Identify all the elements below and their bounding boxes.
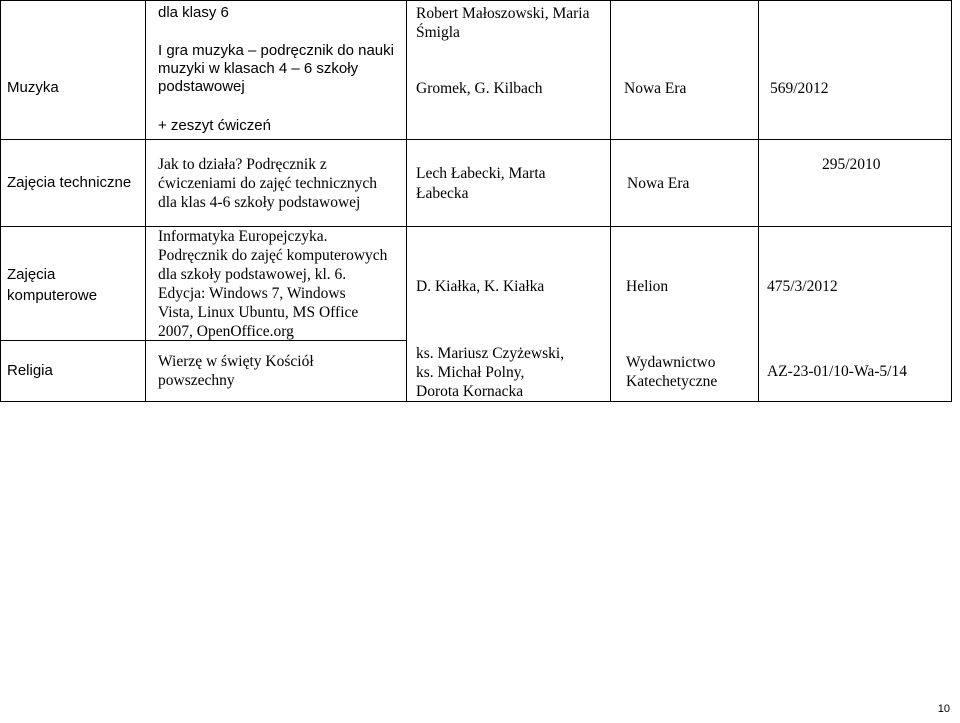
table-rule	[145, 0, 146, 402]
author-line: Lech Łabecki, Marta	[416, 165, 546, 182]
table-rule	[0, 226, 952, 227]
subject-cell: Zajęcia	[7, 266, 56, 283]
title-line: Vista, Linux Ubuntu, MS Office	[158, 304, 359, 321]
table-rule	[951, 0, 952, 402]
subject-cell: Zajęcia techniczne	[7, 174, 132, 191]
table-rule	[406, 0, 407, 402]
table-rule	[0, 0, 1, 402]
author-line: ks. Michał Polny,	[416, 364, 525, 381]
author-line: Łabecka	[416, 185, 469, 202]
table-rule	[758, 0, 759, 402]
subject-cell: Religia	[7, 362, 53, 379]
table-rule	[610, 0, 611, 402]
author-line: Śmigla	[416, 24, 460, 41]
table-rule	[0, 139, 952, 140]
publisher-cell: Helion	[626, 278, 669, 295]
title-line: Informatyka Europejczyka.	[158, 228, 328, 245]
title-line: dla szkoły podstawowej, kl. 6.	[158, 266, 347, 283]
title-line: I gra muzyka – podręcznik do nauki	[158, 42, 394, 59]
approval-number-cell: 569/2012	[770, 80, 829, 97]
publisher-cell: Nowa Era	[624, 80, 687, 97]
title-line: + zeszyt ćwiczeń	[158, 117, 271, 134]
title-line: dla klas 4-6 szkoły podstawowej	[158, 194, 361, 211]
table-rule	[0, 0, 952, 1]
title-line: podstawowej	[158, 78, 245, 95]
publisher-cell: Katechetyczne	[626, 373, 718, 390]
author-line: Gromek, G. Kilbach	[416, 80, 543, 97]
approval-number-cell: 295/2010	[822, 156, 881, 173]
subject-cell: komputerowe	[7, 287, 98, 304]
page-number: 10	[937, 703, 950, 715]
subject-cell: Muzyka	[7, 79, 59, 96]
author-line: Dorota Kornacka	[416, 383, 524, 400]
author-cell: D. Kiałka, K. Kiałka	[416, 278, 545, 295]
title-line: muzyki w klasach 4 – 6 szkoły	[158, 60, 359, 77]
publisher-cell: Nowa Era	[627, 175, 690, 192]
author-line: ks. Mariusz Czyżewski,	[416, 345, 565, 362]
title-line: Jak to działa? Podręcznik z	[158, 156, 327, 173]
approval-number-cell: 475/3/2012	[767, 278, 838, 295]
publisher-cell: Wydawnictwo	[626, 354, 716, 371]
title-line: Podręcznik do zajęć komputerowych	[158, 247, 388, 264]
title-line: ćwiczeniami do zajęć technicznych	[158, 175, 378, 192]
table-rule	[0, 401, 952, 402]
title-line: Edycja: Windows 7, Windows	[158, 285, 346, 302]
approval-number-cell: AZ-23-01/10-Wa-5/14	[767, 363, 907, 380]
title-line: 2007, OpenOffice.org	[158, 323, 294, 340]
author-line: Robert Małoszowski, Maria	[416, 5, 590, 22]
title-line: Wierzę w święty Kościół	[158, 353, 314, 370]
title-line: powszechny	[158, 372, 235, 389]
title-line: dla klasy 6	[158, 4, 229, 21]
